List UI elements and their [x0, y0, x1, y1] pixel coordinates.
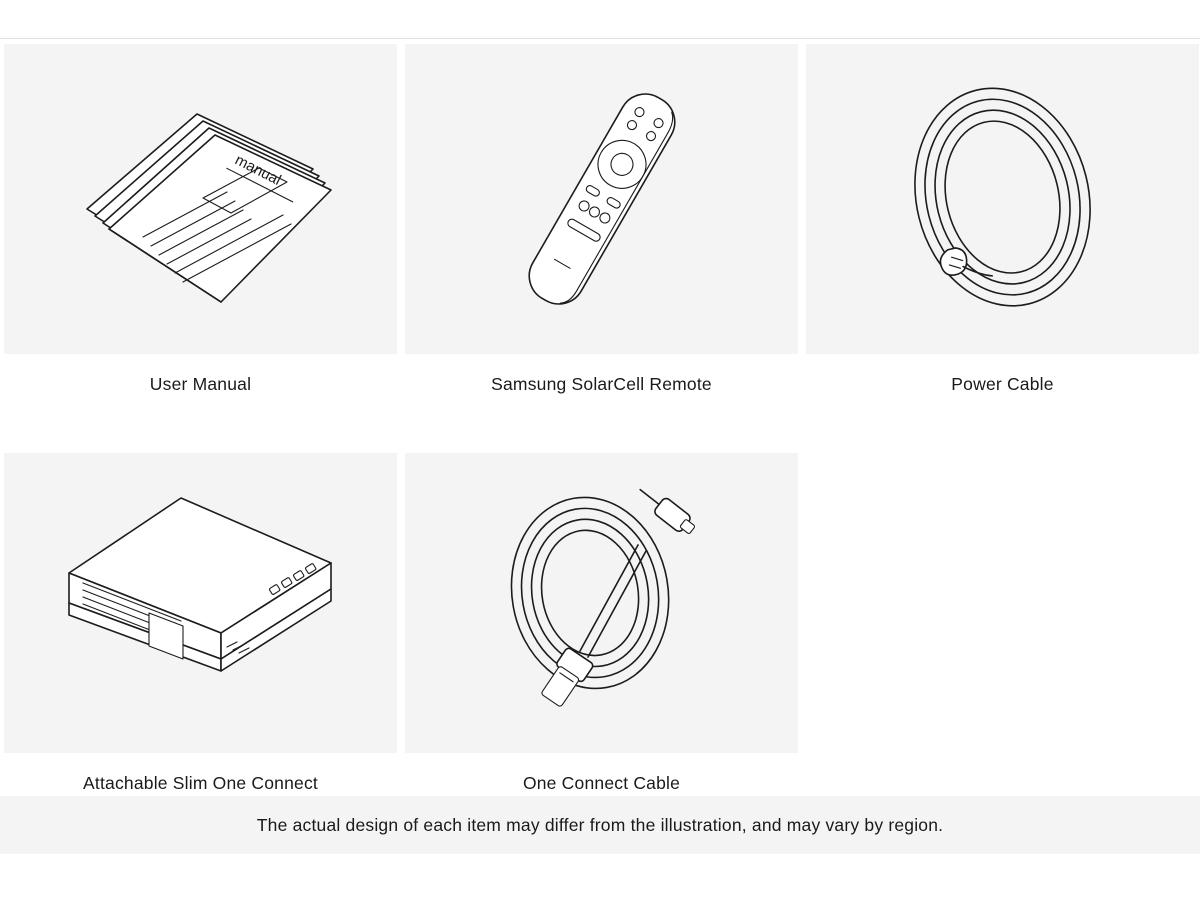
item-cell-power-cable [806, 44, 1199, 395]
item-label-one-connect-cable: One Connect Cable [522, 773, 681, 793]
top-divider [0, 38, 1200, 39]
power-cable-coil-illustration [853, 59, 1153, 339]
one-connect-cable-thumbnail [405, 453, 798, 753]
item-cell-solarcell-remote [405, 44, 798, 395]
item-cell-slim-one-connect [4, 453, 397, 794]
items-row-2 [0, 453, 1200, 794]
item-label-slim-one-connect: Attachable Slim One Connect [83, 773, 318, 793]
item-label-power-cable: Power Cable [951, 374, 1054, 394]
items-row-1 [0, 44, 1200, 395]
item-cell-user-manual [4, 44, 397, 395]
user-manual-illustration [51, 59, 351, 339]
solarcell-remote-illustration [452, 59, 752, 339]
solarcell-remote-thumbnail [405, 44, 798, 354]
item-cell-one-connect-cable [405, 453, 798, 794]
items-grid [0, 44, 1200, 794]
footnote-band [0, 796, 1200, 854]
footnote-text: The actual design of each item may differ from the illustration, and may vary by region. [256, 814, 944, 835]
item-label-user-manual: User Manual [149, 374, 252, 394]
item-cell-empty [806, 453, 1196, 794]
one-connect-cable-illustration [452, 463, 752, 743]
power-cable-thumbnail [806, 44, 1199, 354]
user-manual-thumbnail [4, 44, 397, 354]
slim-one-connect-box-illustration [31, 463, 371, 743]
slim-one-connect-thumbnail [4, 453, 397, 753]
item-label-solarcell-remote: Samsung SolarCell Remote [491, 374, 712, 394]
manual-artwork-text: manual [231, 151, 284, 189]
